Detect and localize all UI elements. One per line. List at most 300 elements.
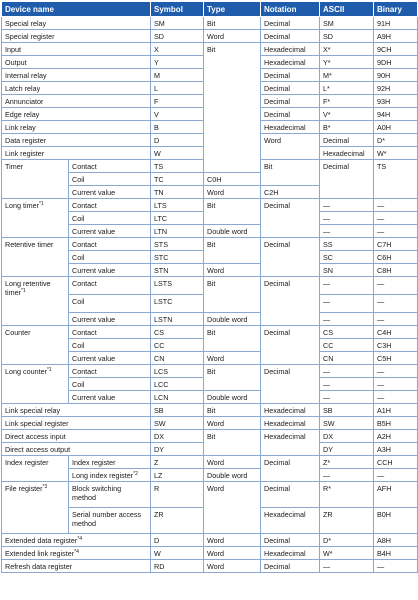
table-cell [320,225,374,238]
cell-text: Output [5,58,27,67]
cell-text: Data register [5,136,47,145]
table-cell [2,147,151,160]
table-cell [2,30,151,43]
table-cell [151,147,204,160]
cell-text: Current value [72,188,116,197]
cell-text: TC [154,175,164,184]
cell-text: TS [377,162,387,171]
table-cell [374,43,418,56]
cell-text: Word [207,536,225,545]
table-row [2,238,418,251]
table-cell [374,238,418,251]
cell-text: W [154,549,161,558]
header-binary: Binary [374,2,418,17]
table-cell [69,212,151,225]
table-cell [261,417,320,430]
cell-text: A2H [377,432,391,441]
table-cell [261,277,320,326]
table-cell [2,277,69,326]
cell-text: D [154,136,160,145]
table-cell [261,69,320,82]
table-cell [320,339,374,352]
table-cell [151,82,204,95]
cell-text: Contact [72,240,97,249]
table-cell [2,482,69,534]
table-cell [69,352,151,365]
footnote-mark: *4 [74,549,79,555]
table-cell [320,352,374,365]
table-header-row [2,2,418,17]
table-cell [320,560,374,573]
table-cell [2,82,151,95]
table-cell [320,147,374,160]
cell-text: Contact [72,201,97,210]
cell-text: SM [323,19,334,28]
table-cell [204,482,261,534]
table-cell [374,365,418,378]
table-cell [69,378,151,391]
table-cell [374,469,418,482]
table-cell [69,186,151,199]
table-cell [151,69,204,82]
cell-text: Counter [5,328,31,337]
table-cell [2,238,69,277]
table-cell [261,160,320,186]
cell-text: Decimal [264,328,290,337]
table-cell [2,43,151,56]
cell-text: Direct access input [5,432,66,441]
table-cell [204,534,261,547]
table-cell [2,199,69,238]
table-body [2,17,418,573]
cell-text: 90H [377,71,391,80]
cell-text: Hexadecimal [264,45,306,54]
cell-text: A3H [377,445,391,454]
cell-text: Latch relay [5,84,41,93]
cell-text: Special relay [5,19,47,28]
cell-text: Block switching method [72,484,122,502]
cell-text: Index register [72,458,116,467]
footnote-mark: *1 [20,288,26,294]
cell-text: Extended data register [5,536,78,545]
cell-text: W* [377,149,387,158]
table-row [2,456,418,469]
table-cell [261,95,320,108]
cell-text: — [323,393,331,402]
cell-text: Decimal [323,136,349,145]
cell-text: LCC [154,380,169,389]
table-cell [2,365,69,404]
cell-text: LSTS [154,279,172,288]
table-cell [204,277,261,313]
table-cell [204,469,261,482]
cell-text: — [323,380,331,389]
table-cell [374,326,418,339]
table-cell [374,17,418,30]
cell-text: Word [207,266,225,275]
table-cell [374,199,418,212]
table-cell [374,95,418,108]
table-cell [320,108,374,121]
table-cell [374,378,418,391]
cell-text: Refresh data register [5,562,73,571]
cell-text: CS [154,328,165,337]
cell-text: SB [323,406,333,415]
table-cell [320,212,374,225]
table-cell [69,199,151,212]
cell-text: Double word [207,393,248,402]
table-cell [320,482,374,508]
cell-text: Hexadecimal [264,123,306,132]
table-cell [261,82,320,95]
cell-text: Decimal [264,484,290,493]
cell-text: V [154,110,159,119]
cell-text: Coil [72,297,85,306]
table-row [2,482,418,508]
table-cell [151,43,204,56]
cell-text: — [377,297,385,306]
table-cell [374,295,418,313]
table-cell [261,482,320,508]
table-cell [151,560,204,573]
cell-text: Link register [5,149,45,158]
cell-text: Double word [207,315,248,324]
table-cell [204,225,261,238]
cell-text: — [377,227,385,236]
table-cell [320,251,374,264]
table-cell [2,443,151,456]
cell-text: Link special register [5,419,69,428]
table-cell [69,295,151,313]
cell-text: Annunciator [5,97,44,106]
table-cell [2,134,151,147]
table-cell [151,404,204,417]
table-cell [151,17,204,30]
cell-text: B0H [377,510,391,519]
cell-text: Decimal [264,458,290,467]
table-cell [374,430,418,443]
cell-text: Bit [207,328,216,337]
table-cell [320,534,374,547]
cell-text: Direct access output [5,445,71,454]
table-cell [374,313,418,326]
cell-text: M* [323,71,332,80]
table-cell [320,508,374,534]
table-cell [151,352,204,365]
table-cell [69,508,151,534]
cell-text: LTC [154,214,168,223]
table-cell [69,391,151,404]
cell-text: Decimal [264,279,290,288]
cell-text: — [323,315,331,324]
footnote-mark: *1 [38,201,44,207]
cell-text: CCH [377,458,393,467]
table-cell [320,17,374,30]
cell-text: Hexadecimal [264,510,306,519]
device-code-table [1,1,418,573]
table-cell [151,339,204,352]
table-cell [2,456,69,482]
table-cell [320,365,374,378]
cell-text: — [323,367,331,376]
cell-text: — [377,471,385,480]
cell-text: Word [264,136,282,145]
table-cell [261,30,320,43]
cell-text: Special register [5,32,55,41]
cell-text: Serial number access method [72,510,142,528]
cell-text: — [323,471,331,480]
cell-text: TS [154,162,164,171]
cell-text: Decimal [264,536,290,545]
cell-text: Word [207,484,225,493]
header-symbol: Symbol [151,2,204,17]
cell-text: CN [323,354,334,363]
cell-text: Contact [72,162,97,171]
cell-text: Double word [207,471,248,480]
cell-text: Retentive timer [5,240,54,249]
table-cell [374,264,418,277]
cell-text: SS [323,240,333,249]
cell-text: Word [207,419,225,428]
table-cell [2,560,151,573]
cell-text: Long timer [5,201,39,210]
cell-text: SB [154,406,164,415]
cell-text: R [154,484,160,493]
device-table-container [1,1,418,573]
table-row [2,277,418,295]
table-cell [320,456,374,469]
cell-text: Decimal [264,110,290,119]
table-cell [69,456,151,469]
cell-text: Decimal [264,71,290,80]
table-cell [204,404,261,417]
cell-text: Hexadecimal [264,406,306,415]
cell-text: — [377,367,385,376]
table-row [2,326,418,339]
table-cell [69,251,151,264]
table-cell [374,212,418,225]
table-cell [261,199,320,238]
cell-text: STS [154,240,168,249]
table-cell [151,469,204,482]
table-cell [320,391,374,404]
table-cell [320,238,374,251]
cell-text: D [154,536,160,545]
cell-text: — [377,201,385,210]
table-cell [204,238,261,264]
cell-text: DX [323,432,334,441]
table-cell [261,121,320,134]
table-cell [69,225,151,238]
cell-text: — [377,279,385,288]
cell-text: Word [207,458,225,467]
table-cell [320,430,374,443]
table-cell [151,295,204,313]
cell-text: W* [323,549,333,558]
cell-text: Bit [207,432,216,441]
cell-text: Decimal [264,562,290,571]
cell-text: SW [323,419,335,428]
cell-text: C2H [264,188,279,197]
table-row [2,43,418,56]
cell-text: C4H [377,328,392,337]
cell-text: Bit [207,279,216,288]
table-cell [2,417,151,430]
cell-text: Bit [207,367,216,376]
table-row [2,547,418,560]
table-cell [320,404,374,417]
table-cell [374,277,418,295]
cell-text: Bit [207,406,216,415]
table-cell [151,378,204,391]
table-cell [320,134,374,147]
cell-text: — [377,380,385,389]
cell-text: Input [5,45,21,54]
table-cell [320,30,374,43]
cell-text: 9DH [377,58,392,67]
table-cell [320,277,374,295]
cell-text: RD [154,562,165,571]
cell-text: — [323,227,331,236]
cell-text: R* [323,484,332,493]
table-cell [204,43,261,173]
cell-text: Z [154,458,159,467]
cell-text: Decimal [264,19,290,28]
cell-text: Decimal [323,162,349,171]
table-cell [374,56,418,69]
footnote-mark: *2 [133,471,138,477]
table-cell [151,417,204,430]
cell-text: CC [323,341,334,350]
table-cell [204,365,261,391]
table-cell [151,534,204,547]
cell-text: LCN [154,393,169,402]
table-cell [151,30,204,43]
cell-text: Z* [323,458,331,467]
table-cell [374,417,418,430]
table-row [2,365,418,378]
cell-text: SD [154,32,165,41]
cell-text: Bit [207,45,216,54]
cell-text: — [323,214,331,223]
cell-text: Bit [207,19,216,28]
cell-text: L* [323,84,330,93]
cell-text: — [323,562,331,571]
table-cell [69,365,151,378]
table-cell [151,225,204,238]
cell-text: D* [377,136,386,145]
cell-text: C7H [377,240,392,249]
cell-text: Decimal [264,84,290,93]
table-cell [151,199,204,212]
table-cell [2,534,151,547]
table-cell [261,456,320,482]
table-cell [261,404,320,417]
table-cell [374,225,418,238]
table-cell [320,378,374,391]
table-cell [204,417,261,430]
table-cell [2,17,151,30]
cell-text: A8H [377,536,391,545]
table-cell [320,547,374,560]
table-cell [2,547,151,560]
cell-text: X [154,45,159,54]
table-cell [2,69,151,82]
table-cell [374,134,418,147]
cell-text: C8H [377,266,392,275]
table-cell [261,508,320,534]
cell-text: Current value [72,354,116,363]
table-cell [320,121,374,134]
table-row [2,430,418,443]
cell-text: Bit [264,162,273,171]
cell-text: LSTC [154,297,173,306]
cell-text: Hexadecimal [323,149,365,158]
table-cell [320,199,374,212]
footnote-mark: *4 [77,536,83,542]
cell-text: Coil [72,214,85,223]
footnote-mark: *1 [46,367,52,373]
table-cell [69,326,151,339]
cell-text: 92H [377,84,391,93]
cell-text: — [323,297,331,306]
table-cell [204,547,261,560]
table-cell [2,160,69,199]
cell-text: W [154,149,161,158]
table-cell [261,134,320,160]
table-cell [374,352,418,365]
table-cell [204,352,261,365]
cell-text: M [154,71,161,80]
table-cell [261,534,320,547]
cell-text: CN [154,354,165,363]
table-cell [69,277,151,295]
table-cell [320,469,374,482]
cell-text: F* [323,97,331,106]
cell-text: DX [154,432,165,441]
cell-text: — [377,214,385,223]
cell-text: Y [154,58,159,67]
cell-text: C6H [377,253,392,262]
table-cell [151,547,204,560]
table-cell [320,95,374,108]
table-cell [320,56,374,69]
cell-text: Decimal [264,32,290,41]
cell-text: AFH [377,484,392,493]
table-cell [69,238,151,251]
header-device-name: Device name [2,2,151,17]
table-cell [374,160,418,199]
cell-text: Bit [207,240,216,249]
table-cell [374,121,418,134]
table-cell [2,121,151,134]
table-cell [151,443,204,456]
cell-text: SM [154,19,165,28]
table-cell [151,456,204,469]
cell-text: A1H [377,406,391,415]
cell-text: Hexadecimal [264,419,306,428]
table-cell [374,547,418,560]
cell-text: 93H [377,97,391,106]
cell-text: Coil [72,175,85,184]
table-cell [261,430,320,456]
cell-text: SW [154,419,166,428]
table-cell [2,108,151,121]
table-cell [151,391,204,404]
cell-text: Decimal [264,201,290,210]
table-cell [151,251,204,264]
table-cell [320,264,374,277]
